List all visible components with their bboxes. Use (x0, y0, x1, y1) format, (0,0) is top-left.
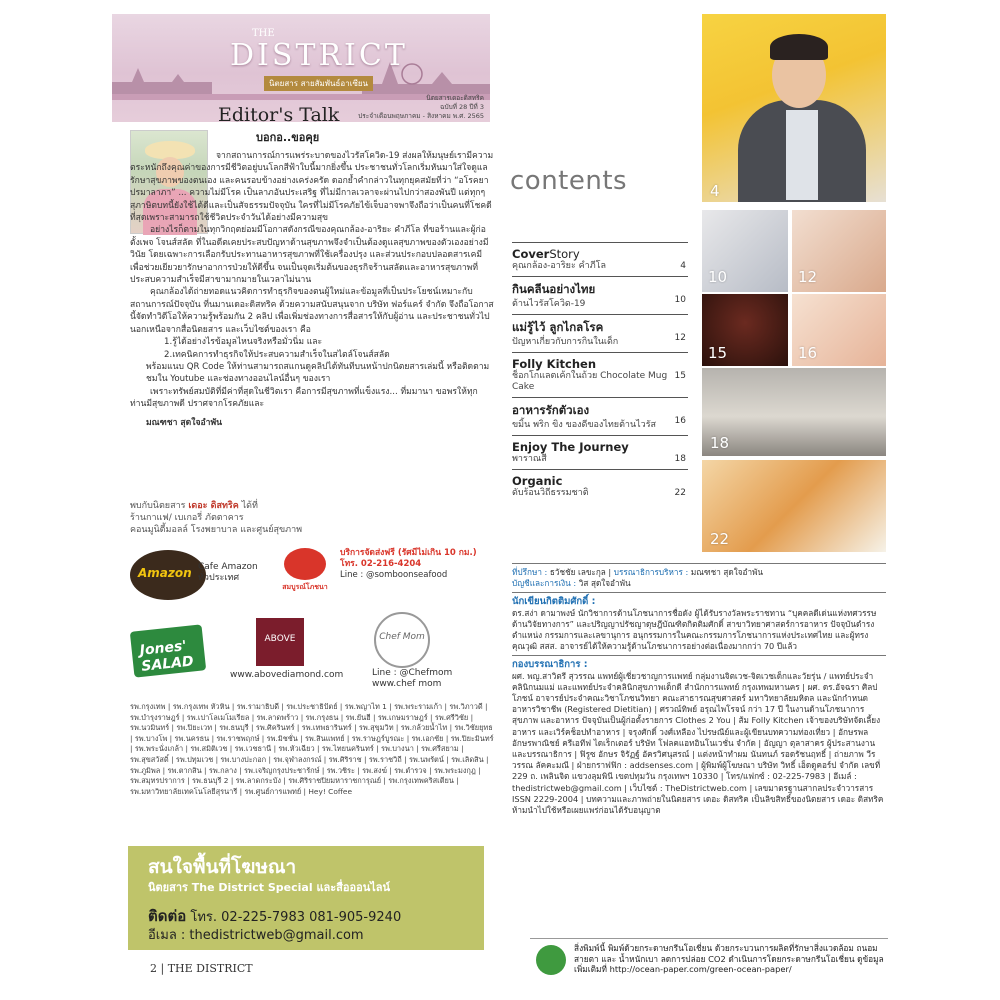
toc-item[interactable] (512, 397, 688, 435)
toc-item[interactable] (512, 242, 688, 276)
photo-page-number: 10 (708, 268, 728, 286)
cafe-amazon-logo (130, 550, 206, 600)
cafe-amazon-scope: ทั่วประเทศ (198, 573, 240, 583)
toc-title-bold: Cover (512, 247, 550, 261)
credits-staff-line (512, 567, 886, 578)
partner-types-line: คอนมูนิตี้มอลล์ โรงพยาบาล และศูนย์สุขภาพ (130, 525, 303, 535)
advisor-name: ธวัชชัย เลขะกุล | (547, 567, 614, 577)
chef-mom-url: www.chef mom (372, 679, 442, 689)
editorial-board-heading: กองบรรณาธิการ : (512, 659, 588, 671)
toc-subtitle: คุณกล้อง-อาริยะ คำภีโล (512, 261, 606, 271)
toc-title: Organic (512, 474, 563, 488)
editor-signature: มณฑชา สุดใจอำพัน (146, 417, 223, 428)
toc-title-rest: Story (549, 247, 580, 261)
editor-label: บรรณาธิการบริหาร : (613, 567, 689, 577)
ad-headline: สนใจพื้นที่โฆษณา (148, 856, 297, 878)
above-diamond-url: www.abovediamond.com (230, 670, 344, 680)
somboon-delivery: บริการจัดส่งฟรี (รัศมีไม่เกิน 10 กม.) (340, 548, 477, 558)
masthead-credits (512, 560, 886, 816)
heading-brand: เดอะ ดิสทริค (188, 501, 239, 511)
credits-divider (512, 592, 886, 593)
page-footer: 2 | THE DISTRICT (150, 962, 253, 975)
photo-page-number: 4 (710, 182, 720, 200)
contents-title: contents (510, 166, 628, 196)
somboon-seafood-logo (280, 548, 330, 602)
toc-subtitle: พาราณสี (512, 454, 547, 464)
ad-subline: นิตยสาร The District Special และสื่อออนไลน์ (148, 881, 391, 894)
toc-page-number: 12 (674, 333, 686, 343)
masthead-the: THE (252, 28, 275, 39)
toc-title: กินคลีนอย่างไทย (512, 282, 596, 296)
varanasi-photo (702, 368, 886, 456)
toc-page-number: 10 (674, 295, 686, 305)
jones-salad-logo-text: Jones' SALAD (139, 638, 195, 675)
toc-item[interactable] (512, 469, 688, 503)
editor-paragraph: พร้อมแนบ QR Code ให้ท่านสามารถสแกนดูคลิปได้ทันทีบนหน้าปกนิตยสารเล่มนี้ หรือติดตามชมใน Youtube และช่องทางออนไลน์อื่นๆ ของเรา (146, 361, 490, 385)
above-diamond-logo (256, 618, 304, 666)
photo-page-number: 16 (798, 344, 818, 362)
issue-line-2: ฉบับที่ 28 ปีที่ 3 (440, 103, 484, 111)
somboon-seafood-info (340, 548, 477, 581)
magazine-name: DISTRICT (230, 38, 408, 73)
editor-letter (130, 150, 494, 429)
toc-title (512, 247, 688, 261)
above-logo-text: ABOVE (264, 634, 296, 644)
editorial-board-text: ผศ. พญ.สาวิตรี สุวรรณ แพทย์ผู้เชี่ยวชาญการแพทย์ กลุ่มงานจิตเวช-จิตเวชเด็กและวัยรุ่น / แพทย์ประจำคลินิกนมแม่ และแพทย์ประจำคลินิกสุขภาพเด็กดี สำนักการแพทย์ กรุงเทพมหานคร | ผศ. ดร.อัจฉรา ศิลปโภชน์ อาจารย์ประจำคณะวิชาโภชนวิทยา คณะสาธารณสุขศาสตร์ มหาวิทยาลัยมหิดล และนักกำหนดอาหารวิชาชีพ (Registered Dietitian) | ศรวณ์ทิพย์ อรุณไพโรจน์ กว่า 17 ปี ในงานด้านโภชนาการ สุขภาพ และอาหาร ปัจจุบันเป็นผู้ก่อตั้งรายการ Clothes 2 You | ส้ม Folly Kitchen เจ้าของบริษัทจัดเลี้ยงอาหาร และเวิร์คช็อปทำอาหาร | จรุงศักดิ์ วงศ์เหลือง ไปรษณีย์และผู้เขียนบทความท่องเที่ยว | อักษรพล อักษรพาณิชย์ ครีเอทีฟ ไดเร็กเตอร์ บริษัท โฟลคแอทอินโนเวชั่น จำกัด | อัญญา ตุลาสาคร ผู้ประสานงานและบรรณาธิการ | ฟิรูซ อักษร จิรัฏฐ์ อัครวิศนุสรณ์ | แต่งหน้าทำผม นันทนภ์ รอดรัชนฤทธิ์ | ถ่ายภาพ วีรวรรณ ลัคคะมณี | ฝ่ายกราฟฟิก : addsenses.com | ผู้พิมพ์ผู้โฆษณา บริษัท วิทธิ์ เอ็ดดูคอร์ป จำกัด เลขที่ 229 ถ. เพลินจิต แขวงลุมพินี เขตปทุมวัน กรุงเทพฯ 10330 | โทร/แฟกซ์ : 02-225-7983 | อีเมล์ : thedistrictweb@gmail.com | เว็บไซต์ : TheDistrictweb.com | เลขมาตรฐานสากลประจำวารสาร ISSN 2229-2004 | บทความและภาพถ่ายในนิตยสาร เดอะ ดิสทริค เป็นลิขสิทธิ์ของนิตยสาร เดอะ ดิสทริค ห้ามนำไปใช้หรือเผยแพร่ก่อนได้รับอนุญาต (512, 670, 884, 816)
cafe-amazon-name: Cafe Amazon (198, 562, 258, 572)
ad-contact-label: ติดต่อ (148, 907, 187, 925)
covid-article-photo (702, 210, 788, 292)
chef-mom-line: Line : @Chefmom (372, 668, 453, 678)
toc-page-number: 4 (680, 261, 686, 271)
advertising-box (128, 846, 484, 950)
editor-paragraph: คุณกล้องได้ถ่ายทอดแนวคิดการทำธุรกิจของตนผู้ใหม่และข้อมูลที่เป็นประโยชน์เหมาะกับสถานการณ์ปัจจุบัน ที่นมานเดอะดิสทริค ด้วยความสนับสนุนจาก บริษัท ฟอร์แคร์ จำกัด จึงถือโอกาสนี้จัดทำวิดีโอให้ความรู้พร้อมกัน 2 คลิป เพื่อเพิ่มช่องทางการสื่อสารให้กับผู้อ่าน และประชาชนทั่วไปนอกเหนือจากสื่อนิตยสาร และเว็บไซต์ของเรา คือ (130, 287, 494, 335)
table-of-contents (512, 242, 688, 503)
toc-page-number: 15 (674, 371, 686, 381)
eco-paper-text: สิ่งพิมพ์นี้ พิมพ์ด้วยกระดาษกรีนโอเชี่ยน ด้วยกระบวนการผลิตที่รักษาสิ่งแวดล้อม ถนอมสายตา และ น้ำหนักเบา ลดการปล่อย CO2 ดำเนินการโดยกระดาษกรีนโอเชี่ยน ดูข้อมูลเพิ่มเติมที่ http://ocean-paper.com/green-ocean-paper/ (574, 943, 884, 974)
mug-cake-photo (702, 294, 788, 366)
photo-page-number: 18 (710, 434, 730, 452)
credits-divider (512, 655, 886, 656)
cover-story-photo (702, 14, 886, 202)
jones-salad-logo (130, 624, 206, 677)
toc-page-number: 22 (674, 488, 686, 498)
partner-types-line: ร้านกาแฟ/ เบเกอรี่ ภัตตาคาร (130, 513, 244, 523)
photo-page-number: 22 (710, 530, 730, 548)
toc-item[interactable] (512, 435, 688, 469)
heading-prefix: พบกับนิตยสาร (130, 501, 189, 511)
honorary-writer-heading: นักเขียนกิตติมศักดิ์ : (512, 596, 596, 608)
ad-email: อีเมล : thedistrictweb@gmail.com (148, 928, 364, 943)
accounting-name: วิส สุดใจอำพัน (576, 578, 631, 589)
issue-info (358, 94, 484, 121)
healthy-food-photo (792, 294, 886, 366)
editor-list-item: 2.เทคนิคการทำธุรกิจให้ประสบความสำเร็จในสไตล์โจนส์สลัด (164, 349, 390, 360)
toc-item[interactable] (512, 276, 688, 314)
heading-suffix: ได้ที่ (238, 501, 258, 511)
photo-page-number: 12 (798, 268, 818, 286)
distribution-partners-heading (130, 500, 302, 536)
chef-mom-logo-text: Chef Mom (379, 632, 425, 642)
editor-paragraph: อย่างไรก็ตามในทุกวิกฤตย่อมมีโอกาสดังกรณีของคุณกล้อง-อาริยะ คำภีโล ที่ขอร้านและผู้ก่อตั้งเพจ โจนส์สลัด ที่ในอดีตเคยประสบปัญหาด้านสุขภาพจึงจำเป็นต้องดูแลสุขภาพของตัวเองอย่างมีวินัย โดยเฉพาะการเลือกรับประทานอาหารสุขภาพที่ใช้เครื่องปรุง และส่วนประกอบปลอดสารเคมีเพื่อช่วยเยียวยารักษาอาการป่วยให้ดีขึ้น จนเป็นจุดเริ่มต้นของธุรกิจร้านสลัดและอาหารสุขภาพที่ประสบความสำเร็จมีสาขามากมายในเวลาไม่นาน (130, 225, 489, 286)
credits-divider (512, 563, 886, 564)
toc-title: อาหารรักตัวเอง (512, 403, 590, 417)
toc-item[interactable] (512, 314, 688, 352)
hospital-list: รพ.กรุงเทพ | รพ.กรุงเทพ หัวหิน | รพ.รามาธิบดี | รพ.ประชาธิปัตย์ | รพ.พญาไท 1 | รพ.พระรามเก้า | รพ.วิภาวดี | รพ.บำรุงราษฎร์ | รพ.เปาโลเมโมเรียล | รพ.ลาดพร้าว | รพ.กรุงธน | รพ.ยันฮี | รพ.เกษมราษฎร์ | รพ.ศรีวิชัย | รพ.นวมินทร์ | รพ.ปิยะเวท | รพ.ธนบุรี | รพ.ศิครินทร์ | รพ.เทพธารินทร์ | รพ.สุขุมวิท | รพ.กล้วยน้ำไท | รพ.วิชัยยุทธ | รพ.บางโพ | รพ.นครธน | รพ.ราชพฤกษ์ | รพ.มิชชั่น | รพ.สินแพทย์ | รพ.ราษฎร์บูรณะ | รพ.เอกชัย | รพ.ปิยะมินทร์ | รพ.พระนั่งเกล้า | รพ.สมิติเวช | รพ.เวชธานี | รพ.หัวเฉียว | รพ.ไทยนครินทร์ | รพ.บางนา | รพ.ศรีสยาม | รพ.สุขสวัสดิ์ | รพ.ปทุมเวช | รพ.บางปะกอก | รพ.จุฬาลงกรณ์ | รพ.ศิริราช | รพ.ราชวิถี | รพ.นพรัตน์ | รพ.เลิดสิน | รพ.ภูมิพล | รพ.ตากสิน | รพ.กลาง | รพ.เจริญกรุงประชารักษ์ | รพ.วชิระ | รพ.สงฆ์ | รพ.ตำรวจ | รพ.พระมงกุฎ | รพ.สมุทรปราการ | รพ.ธนบุรี 2 | รพ.ลาดกระบัง | รพ.ศิริราชปิยมหาราชการุณย์ | รพ.กรุงเทพคริสเตียน | รพ.มหาวิทยาลัยเทคโนโลยีสุรนารี | รพ.ศูนย์การแพทย์ | Hey! Coffee (130, 702, 494, 796)
toc-title: แม่รู้ไว้ ลูกไกลโรค (512, 320, 604, 334)
eco-paper-notice (530, 938, 888, 984)
credits-accounting-line (512, 578, 886, 589)
toc-subtitle: ปัญหาเกี่ยวกับการกินในเด็ก (512, 337, 619, 347)
editor-list-item: 1.รู้ได้อย่างไรข้อมูลไหนจริงหรือมั่วนิ่ม และ (164, 337, 323, 348)
toc-page-number: 18 (674, 454, 686, 464)
ad-contact-phone: โทร. 02-225-7983 081-905-9240 (186, 910, 402, 925)
editor-paragraph: เพราะทรัพย์สมบัติที่มีค่าที่สุดในชีวิตเรา คือการมีสุขภาพที่แข็งแรง... ที่มมานา ขอพรให้ทุกท่านมีสุขภาพดี ปราศจากโรคภัยและ (130, 386, 478, 410)
toc-page-number: 16 (674, 416, 686, 426)
toc-subtitle: ดับร้อนวิถีธรรมชาติ (512, 488, 589, 498)
editor-paragraph: จากสถานการณ์การแพร่ระบาดของไวรัสโควิด-19 ส่งผลให้มนุษย์เรามีความตระหนักถึงคุณค่าของการมีชีวิตอยู่บนโลกสีฟ้าใบนี้มากยิ่งขึ้น ประชาชนทั่วโลกเริ่มหันมาใส่ใจดูแลรักษาสุขภาพของตนเอง และคนรอบข้างอย่างเคร่งครัด ดอกย้ำคำกล่าวในทุกยุคสมัยที่ว่า “อโรคยา ปรมาลาภา” ... ความไม่มีโรค เป็นลาภอันประเสริฐ ที่ไม่มีกาลเวลาจะผ่านไปกว่าสองพันปี แต่ทุกๆ สุภาษิตบทนี้ยังใช้ได้ดีและเป็นสัจธรรมปัจจุบัน ใครที่ไม่มีโรคภัยไข้เจ็บอาจพาจึงถือว่าเป็นคนที่โชคดีที่สุดเพราะสามารถใช้ชีวิตประจำวันได้อย่างมีความสุข (130, 151, 494, 224)
magazine-tagline: นิตยสาร สายสัมพันธ์อาเซียน (264, 76, 373, 91)
cafe-amazon-label (198, 562, 258, 584)
toc-subtitle: ขมิ้น พริก ขิง ของดีของไทยต้านไวรัส (512, 420, 657, 430)
photo-page-number: 15 (708, 344, 728, 362)
toc-title: Enjoy The Journey (512, 440, 629, 454)
somboon-phone: โทร. 02-216-4204 (340, 559, 422, 569)
issue-line-3: ประจำเดือนพฤษภาคม - สิงหาคม พ.ศ. 2565 (358, 112, 484, 120)
green-ocean-leaf-icon (536, 945, 566, 975)
organic-produce-photo (702, 460, 886, 552)
honorary-writer-text: ดร.สง่า ดามาพงษ์ นักวิชาการด้านโภชนาการชื่อดัง ผู้ได้รับรางวัลพระราชทาน “บุคคลดีเด่นแห่งทศวรรษด้านวิจัยทางการ” และปริญญาปรัชญาดุษฎีบัณฑิตกิตติมศักดิ์ สาขาวิทยาศาสตร์การอาหาร ปัจจุบันดำรงตำแหน่ง กรรมการและเลขานุการ อนุกรรมการในคณะกรรมการโภชนาการแห่งประเทศไทย และผู้ทรงคุณวุฒิ สสส. อาจารย์ได้ให้ความรู้ด้านโภชนาการอย่างต่อเนื่องมากกว่า 70 ปีแล้ว (512, 607, 877, 652)
editors-talk-title: Editor's Talk (218, 104, 340, 126)
accounting-label: บัญชีและการเงิน : (512, 578, 577, 589)
editor-name: มณฑชา สุดใจอำพัน (688, 567, 764, 577)
toc-title: Folly Kitchen (512, 357, 597, 371)
somboon-logo-text: สมบูรณ์โภชนา (282, 583, 328, 591)
cafe-amazon-logo-text: Amazon (138, 566, 192, 580)
editors-talk-subtitle: บอกอ..ขอคุย (256, 131, 320, 144)
somboon-line: Line : @somboonseafood (340, 570, 448, 580)
toc-subtitle: ต้านไวรัสโควิด-19 (512, 299, 586, 309)
toc-subtitle: ช็อกโกแลตเค้กในถ้วย Chocolate Mug Cake (512, 371, 668, 392)
toc-item[interactable] (512, 352, 688, 397)
chef-mom-logo (374, 612, 430, 668)
chef-mom-info (372, 668, 452, 690)
child-eating-photo (792, 210, 886, 292)
issue-line-1: นิตยสารเดอะดิสทริค (426, 94, 484, 102)
advisor-label: ที่ปรึกษา : (512, 567, 548, 577)
